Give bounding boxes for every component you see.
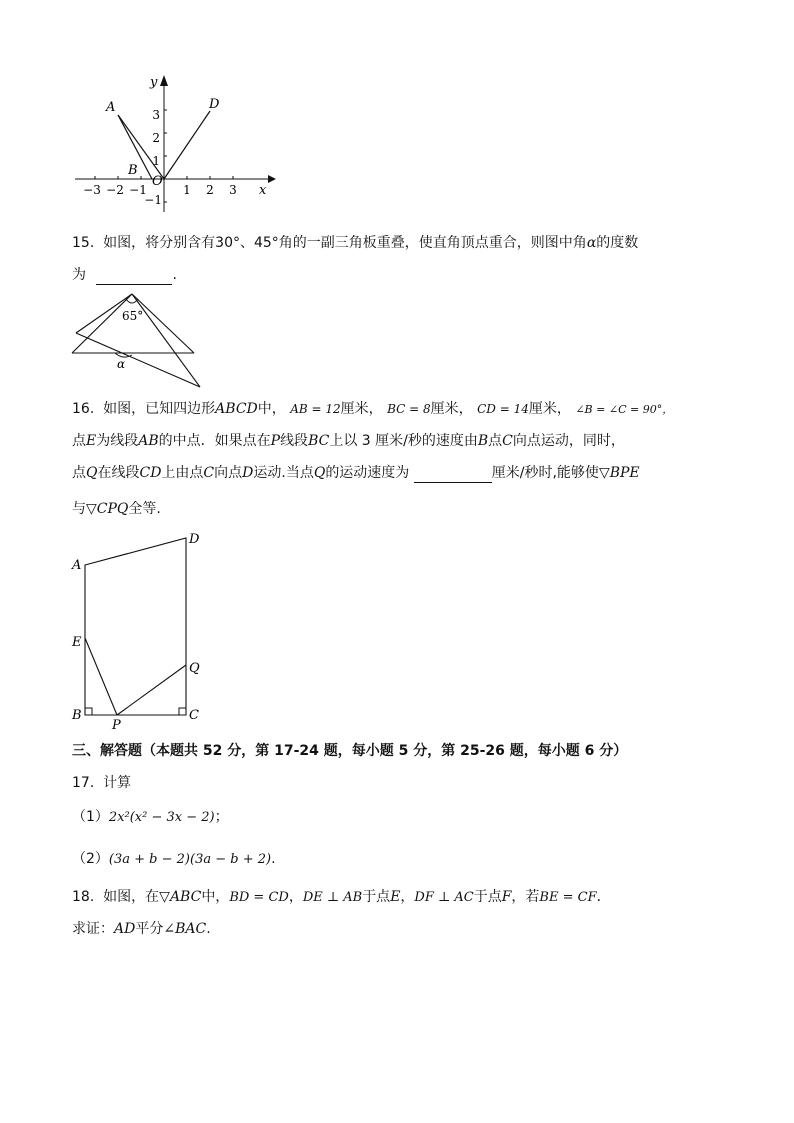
q18-text: ， [400, 889, 415, 905]
q16-line4 [72, 499, 161, 519]
q18-seg-ad: AD [114, 921, 136, 937]
q18-number: 18. [72, 889, 95, 905]
q15-answer-blank[interactable] [96, 270, 172, 285]
q16-text: 运动.当点 [253, 465, 314, 481]
q16-seg-ab: AB [138, 433, 159, 449]
q16-number: 16. [72, 401, 95, 417]
q16-text: 厘米/秒时,能够使 [491, 465, 599, 481]
q16-point-e: E [86, 433, 97, 449]
point-d-label: D [209, 97, 220, 112]
q16-text: 点 [72, 465, 86, 481]
q18-text: 如图，在 [103, 889, 160, 905]
q18-be-eq: BE = CF [539, 890, 597, 905]
y-axis-arrow [160, 75, 168, 86]
q16-seg-cd: CD [139, 465, 162, 481]
q16-text: 中， [257, 401, 286, 417]
q16-text: 如图，已知四边形 [103, 401, 216, 417]
y-tick-label: 1 [152, 154, 160, 168]
q16-bc: BC = 8 [387, 402, 431, 416]
q18-point-e: E [390, 889, 401, 905]
q16-text: 的中点．如果点在 [158, 433, 271, 449]
q16-text: 上以 3 厘米/秒的速度由 [329, 433, 478, 449]
q16-point-q: Q [86, 465, 98, 481]
q17-title: 计算 [103, 775, 132, 791]
q16-point-c: C [203, 465, 215, 481]
q17-part2-expr: (3a + b − 2)(3a − b + 2) [108, 852, 272, 867]
q16-text: 与 [72, 501, 86, 517]
point-a-label: A [106, 100, 116, 115]
q18-text: 中， [201, 889, 230, 905]
x-axis-arrow [268, 175, 276, 183]
q16-text: 上由点 [161, 465, 204, 481]
q18-text: 平分 [135, 921, 164, 937]
q15-text-end: 的度数 [596, 235, 639, 251]
set-squares-figure [68, 290, 208, 390]
q18-triangle: ▽ABC [159, 889, 202, 905]
q18-line1 [72, 887, 611, 908]
alpha-label: α [117, 357, 126, 371]
q18-text: ，若 [511, 889, 540, 905]
q16-line1 [72, 399, 673, 420]
q16-angle: ∠B = ∠C = 90°， [575, 403, 674, 416]
q16-text: 全等. [128, 501, 161, 517]
q16-point-b: B [477, 433, 489, 449]
line-origin-to-d [164, 111, 210, 179]
q17-line1 [72, 773, 131, 793]
q16-text: 的运动速度为 [325, 465, 410, 481]
q16-triangle-cpq: ▽CPQ [86, 501, 129, 517]
q16-line2 [72, 431, 625, 451]
q17-part2 [72, 849, 276, 870]
point-e-label: E [72, 635, 82, 650]
q15-alpha: α [586, 235, 597, 251]
q15-line2-suffix: . [172, 267, 177, 283]
y-tick-label: 2 [152, 131, 160, 145]
q15-line1 [72, 233, 638, 253]
x-axis-label: x [259, 183, 267, 198]
y-tick-label: −1 [144, 193, 162, 207]
q15-text: 如图，将分别含有30°、45°角的一副三角板重叠，使直角顶点重合，则图中角 [103, 235, 587, 251]
x-tick-label: −2 [106, 183, 124, 197]
q18-text: 于点 [473, 889, 502, 905]
x-tick-label: 2 [206, 183, 214, 197]
q16-point-p: P [270, 433, 281, 449]
q18-text: 于点 [362, 889, 391, 905]
q15-line2-prefix: 为 [72, 267, 86, 283]
quadrilateral-figure [66, 528, 216, 733]
q16-text: 为线段 [96, 433, 139, 449]
origin-label: O [152, 174, 163, 189]
q16-text: 点 [488, 433, 503, 449]
vertex-c-label: C [189, 708, 199, 723]
q18-bd-eq: BD = CD [229, 890, 289, 905]
q16-point-d: D [242, 465, 254, 481]
q17-number: 17. [72, 775, 95, 791]
y-tick-label: 3 [152, 108, 160, 122]
coordinate-figure [70, 70, 280, 220]
q16-answer-blank[interactable] [414, 468, 492, 483]
section-heading: 三、解答题（本题共 52 分，第 17-24 题，每小题 5 分，第 25-26 题，每小题 6 分） [72, 743, 628, 759]
vertex-d-label: D [189, 532, 200, 547]
q17-part2-end: . [271, 851, 276, 867]
q17-part1 [72, 807, 229, 828]
x-tick-label: −3 [83, 183, 101, 197]
q16-unit: 厘米， [430, 401, 473, 417]
q16-text: 在线段 [97, 465, 140, 481]
q17-part1-expr: 2x²(x² − 3x − 2) [108, 810, 215, 825]
q18-text: . [206, 921, 211, 937]
q16-cd: CD = 14 [477, 402, 529, 416]
q18-point-f: F [501, 889, 512, 905]
q16-text: 向点运动，同时， [512, 433, 625, 449]
q16-seg-bc: BC [308, 433, 330, 449]
q16-unit: 厘米， [340, 401, 383, 417]
q16-triangle-bpe: ▽BPE [598, 465, 640, 481]
angle-65-label: 65° [122, 309, 144, 323]
q16-quad: ABCD [215, 401, 258, 417]
point-b-label: B [128, 163, 138, 178]
q18-text: ． [596, 889, 611, 905]
q18-prove-label: 求证： [72, 921, 114, 937]
q16-point-c: C [502, 433, 513, 449]
q15-number: 15. [72, 235, 95, 251]
y-axis-label: y [150, 75, 158, 90]
q17-part1-end: ； [214, 809, 229, 825]
q18-de-perp: DE ⊥ AB [302, 890, 363, 905]
q16-text: 向点 [214, 465, 243, 481]
q16-ab: AB = 12 [290, 402, 341, 416]
q16-text: 点 [72, 433, 86, 449]
vertex-a-label: A [72, 558, 82, 573]
q18-angle-bac: ∠BAC [163, 921, 207, 937]
q18-df-perp: DF ⊥ AC [414, 890, 474, 905]
q16-unit: 厘米， [528, 401, 571, 417]
q16-point-q: Q [313, 465, 326, 481]
point-p-label: P [112, 718, 121, 733]
q16-text: 线段 [280, 433, 309, 449]
q17-part1-label: （1） [72, 809, 109, 825]
q15-line2 [72, 265, 177, 285]
x-tick-label: 1 [183, 183, 191, 197]
q18-line2 [72, 919, 211, 939]
q16-line3 [72, 463, 640, 483]
x-tick-label: −1 [129, 183, 147, 197]
vertex-b-label: B [72, 708, 82, 723]
q18-text: ， [288, 889, 303, 905]
x-tick-label: 3 [229, 183, 237, 197]
point-q-label: Q [189, 661, 200, 676]
q17-part2-label: （2） [72, 851, 109, 867]
line-a-to-origin [118, 115, 164, 179]
